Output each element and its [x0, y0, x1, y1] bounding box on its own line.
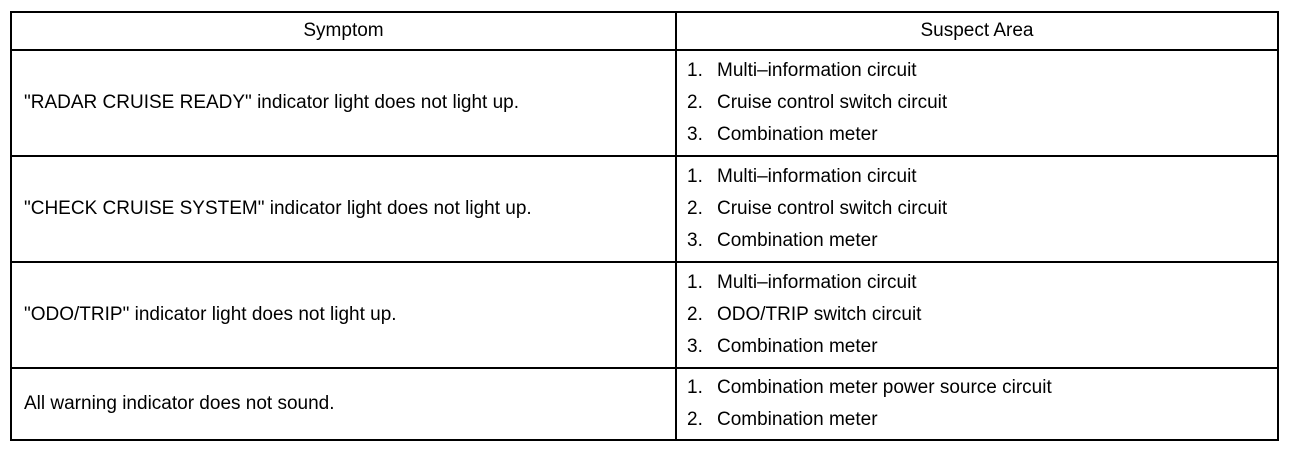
suspect-area-cell [676, 156, 1278, 262]
suspect-text: Combination meter power source circuit [717, 377, 1052, 398]
suspect-number: 3. [687, 230, 703, 251]
table-row [11, 368, 1278, 440]
suspect-text: Multi–information circuit [717, 272, 917, 293]
suspect-area-cell [676, 262, 1278, 368]
suspect-number: 2. [687, 92, 703, 113]
table-row [11, 262, 1278, 368]
symptom-cell: "CHECK CRUISE SYSTEM" indicator light does not light up. [11, 156, 676, 262]
header-symptom: Symptom [11, 12, 676, 50]
suspect-area-cell [676, 50, 1278, 156]
suspect-text: Combination meter [717, 230, 878, 251]
suspect-text: Multi–information circuit [717, 166, 917, 187]
suspect-item [687, 299, 1277, 331]
symptom-cell: "RADAR CRUISE READY" indicator light does not light up. [11, 50, 676, 156]
suspect-text: Cruise control switch circuit [717, 198, 948, 219]
suspect-list [687, 161, 1277, 257]
suspect-text: Cruise control switch circuit [717, 92, 948, 113]
suspect-item [687, 225, 1277, 257]
suspect-text: Combination meter [717, 336, 878, 357]
suspect-text: Multi–information circuit [717, 60, 917, 81]
suspect-number: 1. [687, 272, 703, 293]
suspect-item [687, 372, 1277, 404]
suspect-area-cell [676, 368, 1278, 440]
header-row [11, 12, 1278, 50]
suspect-item [687, 55, 1277, 87]
symptom-table [10, 11, 1279, 441]
suspect-list [687, 55, 1277, 151]
suspect-text: Combination meter [717, 409, 878, 430]
suspect-number: 1. [687, 166, 703, 187]
table-row [11, 50, 1278, 156]
header-suspect-area: Suspect Area [676, 12, 1278, 50]
suspect-list [687, 267, 1277, 363]
suspect-item [687, 161, 1277, 193]
suspect-item [687, 404, 1277, 436]
suspect-item [687, 87, 1277, 119]
suspect-text: Combination meter [717, 124, 878, 145]
suspect-item [687, 331, 1277, 363]
suspect-item [687, 267, 1277, 299]
suspect-item [687, 193, 1277, 225]
symptom-cell: All warning indicator does not sound. [11, 368, 676, 440]
suspect-number: 2. [687, 304, 703, 325]
suspect-text: ODO/TRIP switch circuit [717, 304, 922, 325]
suspect-number: 1. [687, 60, 703, 81]
suspect-number: 2. [687, 198, 703, 219]
symptom-cell: "ODO/TRIP" indicator light does not light up. [11, 262, 676, 368]
suspect-number: 3. [687, 336, 703, 357]
suspect-number: 2. [687, 409, 703, 430]
suspect-list [687, 372, 1277, 436]
suspect-number: 3. [687, 124, 703, 145]
table-row [11, 156, 1278, 262]
suspect-number: 1. [687, 377, 703, 398]
suspect-item [687, 119, 1277, 151]
